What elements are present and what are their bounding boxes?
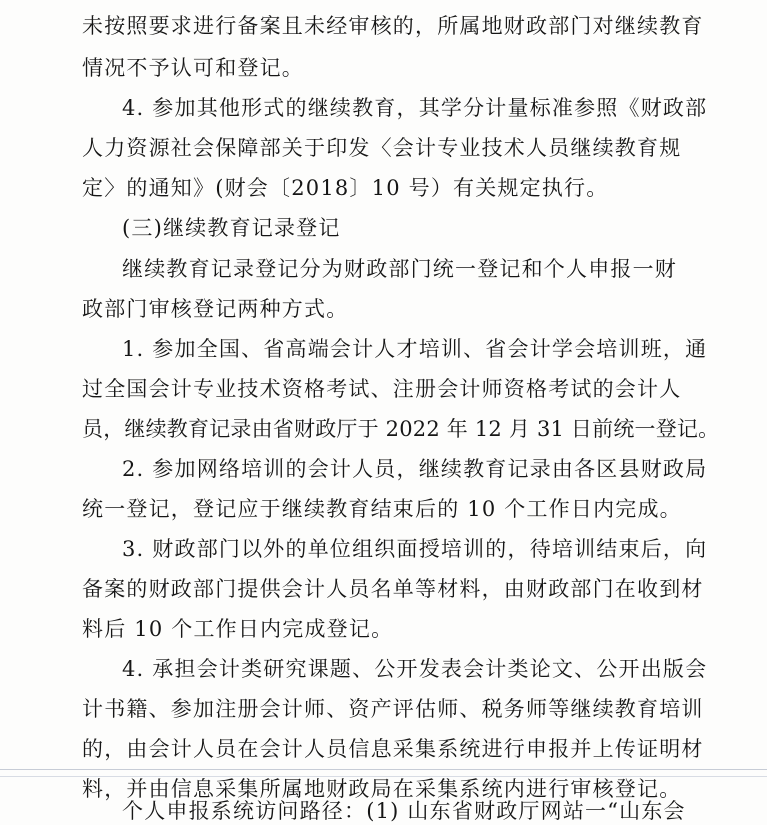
text-line: 料后 10 个工作日内完成登记。 xyxy=(82,617,394,641)
text-line: 个人申报系统访问路径：(1) 山东省财政厅网站一“山东会 xyxy=(122,799,686,823)
text-line: 过全国会计专业技术资格考试、注册会计师资格考试的会计人 xyxy=(82,377,682,401)
text-line: 定〉的通知》(财会〔2018〕10 号）有关规定执行。 xyxy=(82,176,609,200)
scan-line xyxy=(0,776,767,777)
text-line: 4. 参加其他形式的继续教育，其学分计量标准参照《财政部 xyxy=(122,96,708,120)
text-line: 2. 参加网络培训的会计人员，继续教育记录由各区县财政局 xyxy=(122,457,708,481)
text-line: 备案的财政部门提供会计人员名单等材料，由财政部门在收到材 xyxy=(82,577,704,601)
scan-line xyxy=(0,769,767,770)
text-line: 4. 承担会计类研究课题、公开发表会计类论文、公开出版会 xyxy=(122,657,708,681)
text-line: 未按照要求进行备案且未经审核的，所属地财政部门对继续教育 xyxy=(82,14,704,38)
text-line: 料，并由信息采集所属地财政局在采集系统内进行审核登记。 xyxy=(82,777,682,801)
text-line: 政部门审核登记两种方式。 xyxy=(82,297,349,321)
text-line: 员，继续教育记录由省财政厅于 2022 年 12 月 31 日前统一登记。 xyxy=(82,417,720,441)
section-heading: (三)继续教育记录登记 xyxy=(122,216,341,240)
text-line: 3. 财政部门以外的单位组织面授培训的，待培训结束后，向 xyxy=(122,537,708,561)
text-line: 统一登记，登记应于继续教育结束后的 10 个工作日内完成。 xyxy=(82,497,682,521)
text-line: 的，由会计人员在会计人员信息采集系统进行申报并上传证明材 xyxy=(82,737,704,761)
text-line: 人力资源社会保障部关于印发〈会计专业技术人员继续教育规 xyxy=(82,136,682,160)
text-line: 情况不予认可和登记。 xyxy=(82,56,304,80)
text-line: 继续教育记录登记分为财政部门统一登记和个人申报一财 xyxy=(122,257,677,281)
text-line: 计书籍、参加注册会计师、资产评估师、税务师等继续教育培训 xyxy=(82,697,704,721)
text-line: 1. 参加全国、省高端会计人才培训、省会计学会培训班，通 xyxy=(122,337,708,361)
